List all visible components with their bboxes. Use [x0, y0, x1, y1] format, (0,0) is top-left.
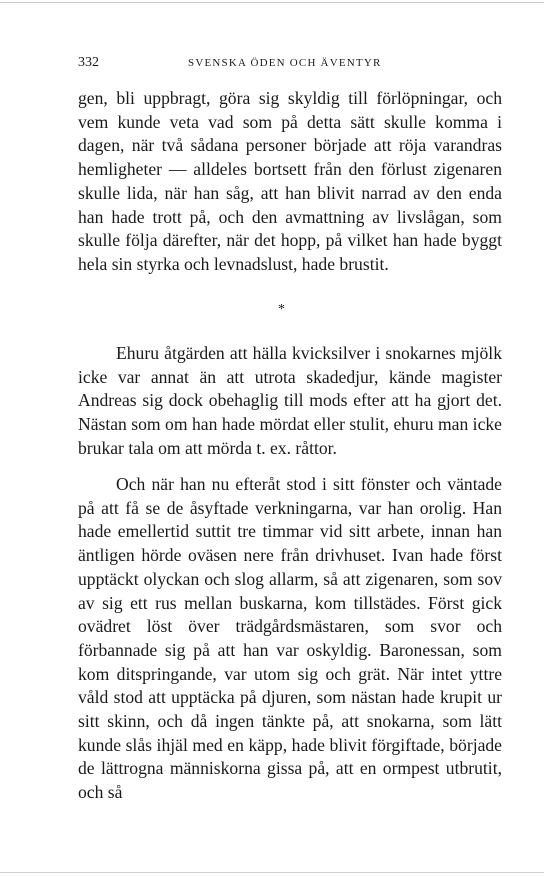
paragraph-text: gen, bli uppbragt, göra sig skyldig till förlöpningar, och vem kunde veta vad som på detta sätt skulle komma i dagen, när två sådana personer började att röja varandras hemligheter — alldeles bortsett från den förlust zigenaren skulle lida, när han såg, att han blivit narrad av den enda han hade trott på, och den avmattning av livslågan, som skulle följa därefter, när det hopp, på vilket han hade byggt hela sin styrka och levnadslust, hade brustit. — [78, 88, 502, 274]
section-separator: * — [278, 302, 285, 317]
paragraph-och-nar — [78, 473, 502, 805]
paragraph-text: Och när han nu efteråt stod i sitt fönster och väntade på att få se de åsyftade verkningarna, var han orolig. Han hade emellertid suttit tre timmar vid sitt arbete, innan han äntligen hörde oväsen nere från drivhuset. Ivan hade först upptäckt olyckan och slog allarm, så att zigenaren, som sov av sig ett rus mellan buskarna, kom tillstädes. Först gick ovädret löst över trädgårdsmästaren, som svor och förbannade sig på att han var oskyldig. Baronessan, som kom ditspringande, var utom sig och grät. När intet yttre våld stod att upptäcka på djuren, som nästan hade krupit ur sitt skinn, och då ingen tänkte på, att snokarna, som lätt kunde slås ihjäl med en käpp, hade blivit förgiftade, började de lättrogna människorna gissa på, att en ormpest utbrutit, och så — [78, 474, 502, 803]
running-head: SVENSKA ÖDEN OCH ÄVENTYR — [188, 57, 382, 69]
paragraph-text: Ehuru åtgärden att hälla kvicksilver i snokarnes mjölk icke var annat än att utrota skadedjur, kände magister Andreas sig dock obehaglig till mods efter att ha gjort det. Nästan som om han hade mördat eller stulit, ehuru man icke brukar tala om att mörda t. ex. råttor. — [78, 343, 502, 458]
paragraph-ehuru — [78, 342, 502, 461]
page-header — [78, 55, 502, 73]
page-number: 332 — [78, 55, 99, 70]
top-edge-rule — [0, 2, 544, 3]
paragraph-continued — [78, 87, 502, 277]
bottom-edge-rule — [0, 872, 544, 873]
